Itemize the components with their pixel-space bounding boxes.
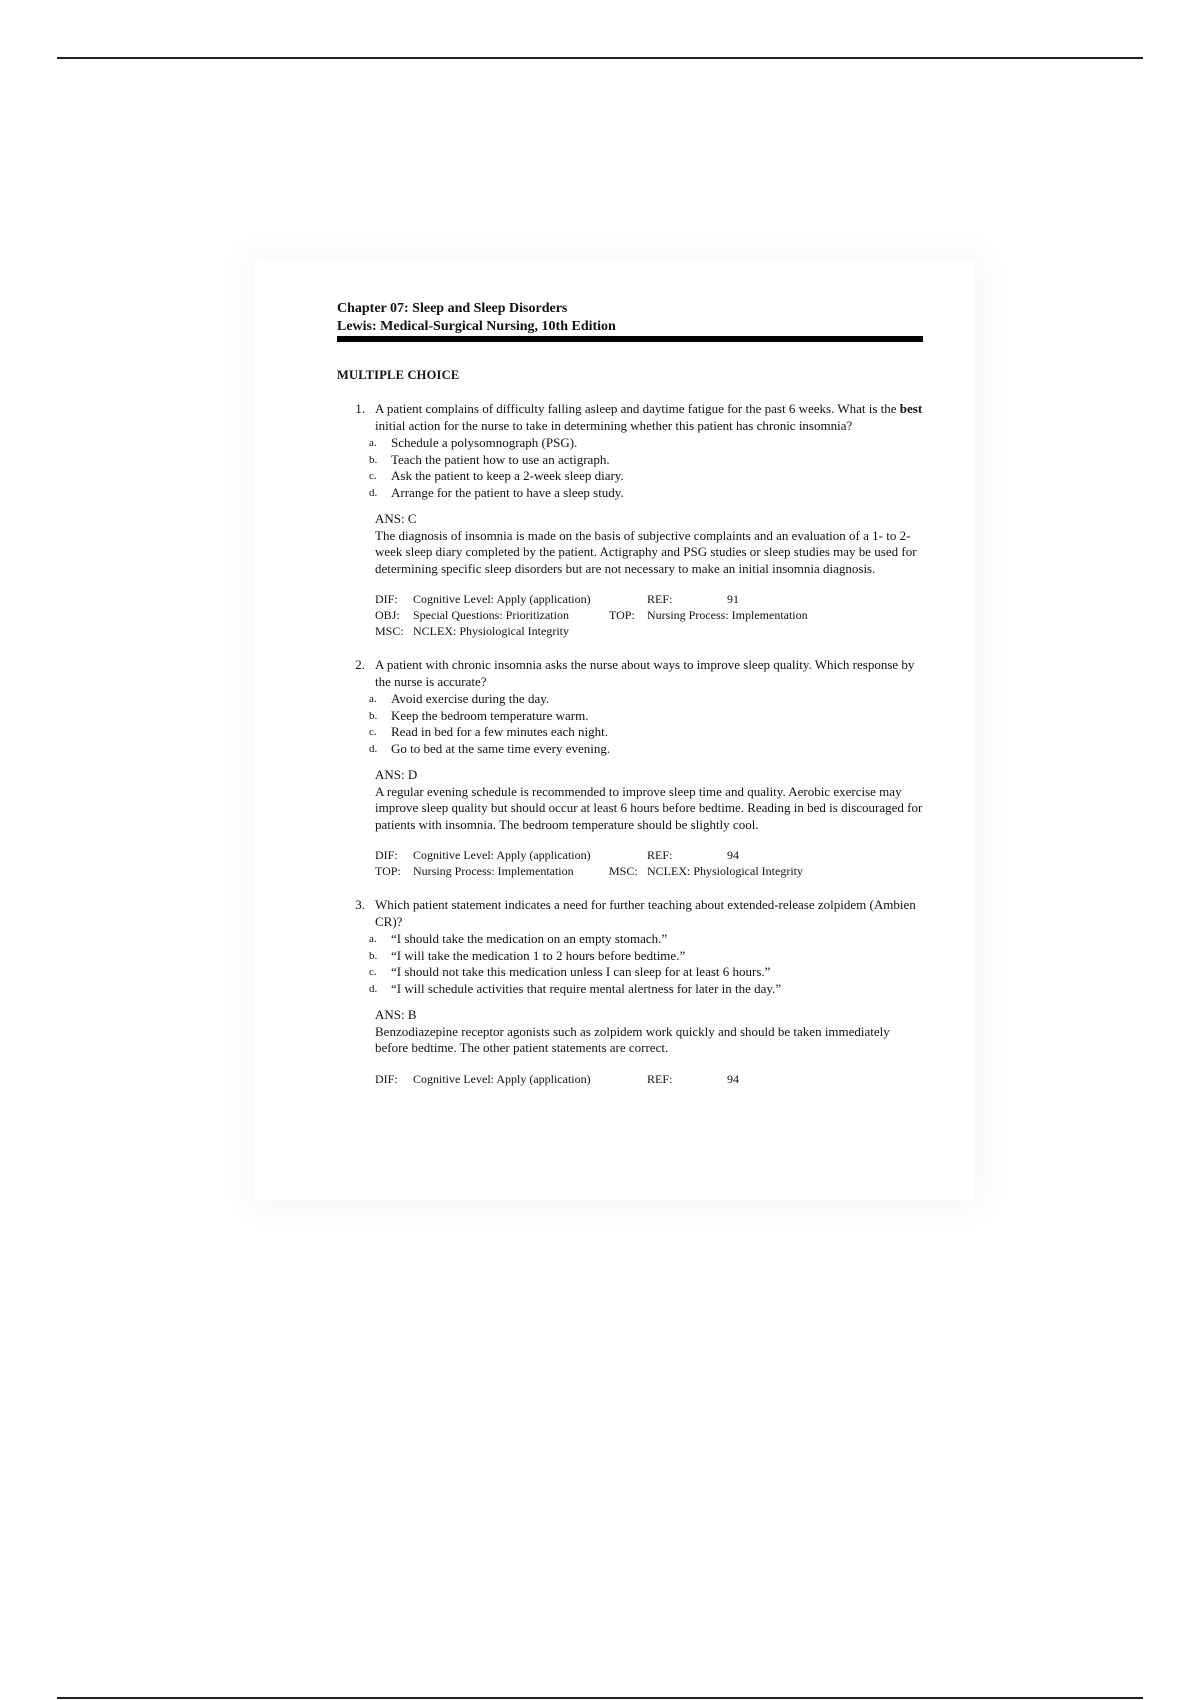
meta-value: Nursing Process: Implementation: [647, 608, 808, 622]
meta-top: [375, 863, 609, 879]
choice-letter: c.: [369, 966, 377, 978]
choice-text: “I should take the medication on an empty stomach.”: [391, 931, 668, 946]
question-text: [375, 401, 923, 434]
meta-value: Cognitive Level: Apply (application): [413, 848, 591, 862]
choice-a: [369, 435, 923, 452]
choice-text: “I should not take this medication unless I can sleep for at least 6 hours.”: [391, 964, 771, 979]
meta-dif: [375, 591, 647, 607]
question-number: 3.: [355, 897, 365, 912]
question-text: Which patient statement indicates a need for further teaching about extended-release zolpidem (Ambien CR)?: [375, 897, 916, 929]
choice-letter: a.: [369, 693, 377, 705]
question-stem: [337, 897, 923, 930]
meta-label: DIF:: [375, 592, 398, 606]
choice-text: Go to bed at the same time every evening.: [391, 740, 611, 756]
question-text: A patient with chronic insomnia asks the nurse about ways to improve sleep quality. Which response by the nurse is accurate?: [375, 657, 915, 689]
meta-msc: [609, 863, 803, 879]
meta-label: TOP:: [609, 608, 635, 622]
meta-value: 94: [727, 1071, 739, 1086]
choice-c: [369, 724, 923, 741]
rationale: The diagnosis of insomnia is made on the basis of subjective complaints and an evaluation of a 1- to 2-week sleep diary completed by the patient. Actigraphy and PSG studies or sleep studies may be used for determining specific sleep disorders but are not necessary to make an initial insomnia diagnosis.: [375, 527, 917, 576]
rationale: Benzodiazepine receptor agonists such as zolpidem work quickly and should be taken immediately before bedtime. The other patient statements are correct.: [375, 1023, 890, 1055]
choice-letter: a.: [369, 437, 377, 449]
meta-top: [609, 607, 808, 623]
question-stem: [337, 401, 923, 434]
choice-list: [369, 931, 923, 997]
rationale: A regular evening schedule is recommended to improve sleep time and quality. Aerobic exercise may improve sleep quality but should occur at least 6 hours before bedtime. Reading in bed is discouraged for patients with insomnia. The bedroom temperature should be slightly cool.: [375, 783, 923, 832]
stem-text: A patient complains of difficulty falling asleep and daytime fatigue for the past 6 weeks. What is the: [375, 401, 900, 416]
choice-letter: d.: [369, 742, 378, 755]
meta-row: [375, 623, 923, 639]
meta-label: REF:: [647, 592, 673, 606]
header-rule: [337, 336, 923, 342]
choice-text: “I will take the medication 1 to 2 hours before bedtime.”: [391, 947, 686, 963]
choice-text: Schedule a polysomnograph (PSG).: [391, 435, 578, 450]
document-page: [255, 260, 975, 1200]
meta-value: 91: [727, 592, 739, 606]
meta-label: DIF:: [375, 848, 398, 862]
question-metadata: [375, 591, 923, 639]
choice-text: Teach the patient how to use an actigraph.: [391, 451, 610, 467]
book-title: Lewis: Medical-Surgical Nursing, 10th Edition: [337, 319, 616, 334]
choice-letter: d.: [369, 982, 378, 995]
meta-value: NCLEX: Physiological Integrity: [413, 624, 569, 638]
answer-key: ANS: B: [375, 1007, 417, 1022]
choice-text: Read in bed for a few minutes each night.: [391, 724, 608, 739]
choice-letter: c.: [369, 470, 377, 482]
meta-dif: [375, 847, 647, 863]
meta-row: [375, 847, 923, 863]
question-2: [337, 657, 923, 879]
choice-a: [369, 691, 923, 708]
choice-text: Avoid exercise during the day.: [391, 691, 550, 706]
question-number: 1.: [355, 401, 365, 416]
choice-text: “I will schedule activities that require mental alertness for later in the day.”: [391, 980, 782, 996]
choice-b: [369, 948, 923, 965]
question-number: 2.: [355, 657, 365, 672]
choice-text: Keep the bedroom temperature warm.: [391, 707, 589, 723]
question-metadata: [375, 847, 923, 879]
choice-d: [369, 981, 923, 998]
meta-value: NCLEX: Physiological Integrity: [647, 864, 803, 878]
meta-label: OBJ:: [375, 608, 400, 622]
choice-b: [369, 452, 923, 469]
choice-c: [369, 468, 923, 485]
choice-b: [369, 708, 923, 725]
stem-emphasis: best: [899, 401, 923, 416]
answer-key: ANS: C: [375, 511, 417, 526]
meta-label: TOP:: [375, 864, 401, 878]
page-content: [337, 300, 923, 1087]
choice-d: [369, 741, 923, 758]
meta-row: [375, 607, 923, 623]
question-1: [337, 401, 923, 639]
choice-c: [369, 964, 923, 981]
meta-dif: [375, 1071, 647, 1087]
meta-msc: [375, 623, 569, 639]
meta-row: [375, 1071, 923, 1087]
choice-list: [369, 435, 923, 501]
choice-letter: a.: [369, 933, 377, 945]
meta-label: REF:: [647, 848, 673, 862]
question-stem: [337, 657, 923, 690]
meta-obj: [375, 607, 609, 623]
stem-text-end: initial action for the nurse to take in determining whether this patient has chronic insomnia?: [375, 417, 853, 433]
meta-label: REF:: [647, 1071, 673, 1086]
choice-list: [369, 691, 923, 757]
meta-label: DIF:: [375, 1071, 398, 1086]
choice-d: [369, 485, 923, 502]
meta-ref: [647, 591, 739, 607]
bottom-rule: [57, 1697, 1143, 1699]
choice-text: Ask the patient to keep a 2-week sleep diary.: [391, 468, 624, 483]
choice-a: [369, 931, 923, 948]
meta-value: 94: [727, 848, 739, 862]
meta-value: Cognitive Level: Apply (application): [413, 1071, 591, 1086]
meta-value: Nursing Process: Implementation: [413, 864, 574, 878]
meta-ref: [647, 847, 739, 863]
choice-letter: c.: [369, 726, 377, 738]
choice-letter: b.: [369, 453, 378, 466]
meta-label: MSC:: [375, 624, 404, 638]
question-metadata: [375, 1071, 923, 1087]
top-rule: [57, 57, 1143, 59]
choice-letter: d.: [369, 486, 378, 499]
meta-label: MSC:: [609, 864, 638, 878]
question-3: [337, 897, 923, 1087]
meta-value: Cognitive Level: Apply (application): [413, 592, 591, 606]
document-header: [337, 300, 923, 336]
choice-letter: b.: [369, 949, 378, 962]
chapter-title: Chapter 07: Sleep and Sleep Disorders: [337, 301, 568, 316]
meta-value: Special Questions: Prioritization: [413, 608, 569, 622]
answer-key: ANS: D: [375, 767, 418, 782]
choice-text: Arrange for the patient to have a sleep study.: [391, 484, 624, 500]
choice-letter: b.: [369, 709, 378, 722]
meta-row: [375, 863, 923, 879]
section-heading: MULTIPLE CHOICE: [337, 368, 460, 382]
meta-row: [375, 591, 923, 607]
meta-ref: [647, 1071, 739, 1087]
